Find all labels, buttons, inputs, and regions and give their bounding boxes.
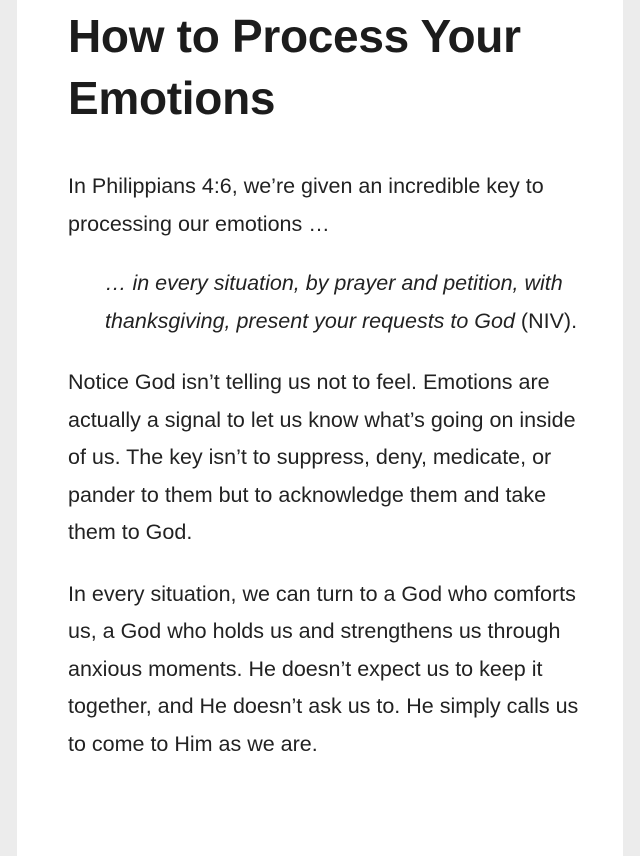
article-content	[68, 0, 588, 763]
intro-paragraph: In Philippians 4:6, we’re given an incredible key to processing our emotions …	[68, 174, 544, 236]
quote-citation: (NIV).	[514, 308, 578, 333]
scripture-quote	[105, 265, 585, 340]
article-page	[17, 0, 623, 856]
body-paragraph-emotions: Notice God isn’t telling us not to feel. Emotions are actually a signal to let us know what’s going on inside of us. The key isn’t to suppress, deny, medicate, or pander to them but to acknowledge them and take them to God.	[68, 370, 576, 544]
body-paragraph-comfort: In every situation, we can turn to a God who comforts us, a God who holds us and strengthens us through anxious moments. He doesn’t expect us to keep it together, and He doesn’t ask us to. He simply calls us to come to Him as we are.	[68, 581, 579, 756]
article-title: How to Process Your Emotions	[68, 10, 521, 124]
quote-text: … in every situation, by prayer and petition, with thanksgiving, present your requests to God	[105, 271, 563, 333]
